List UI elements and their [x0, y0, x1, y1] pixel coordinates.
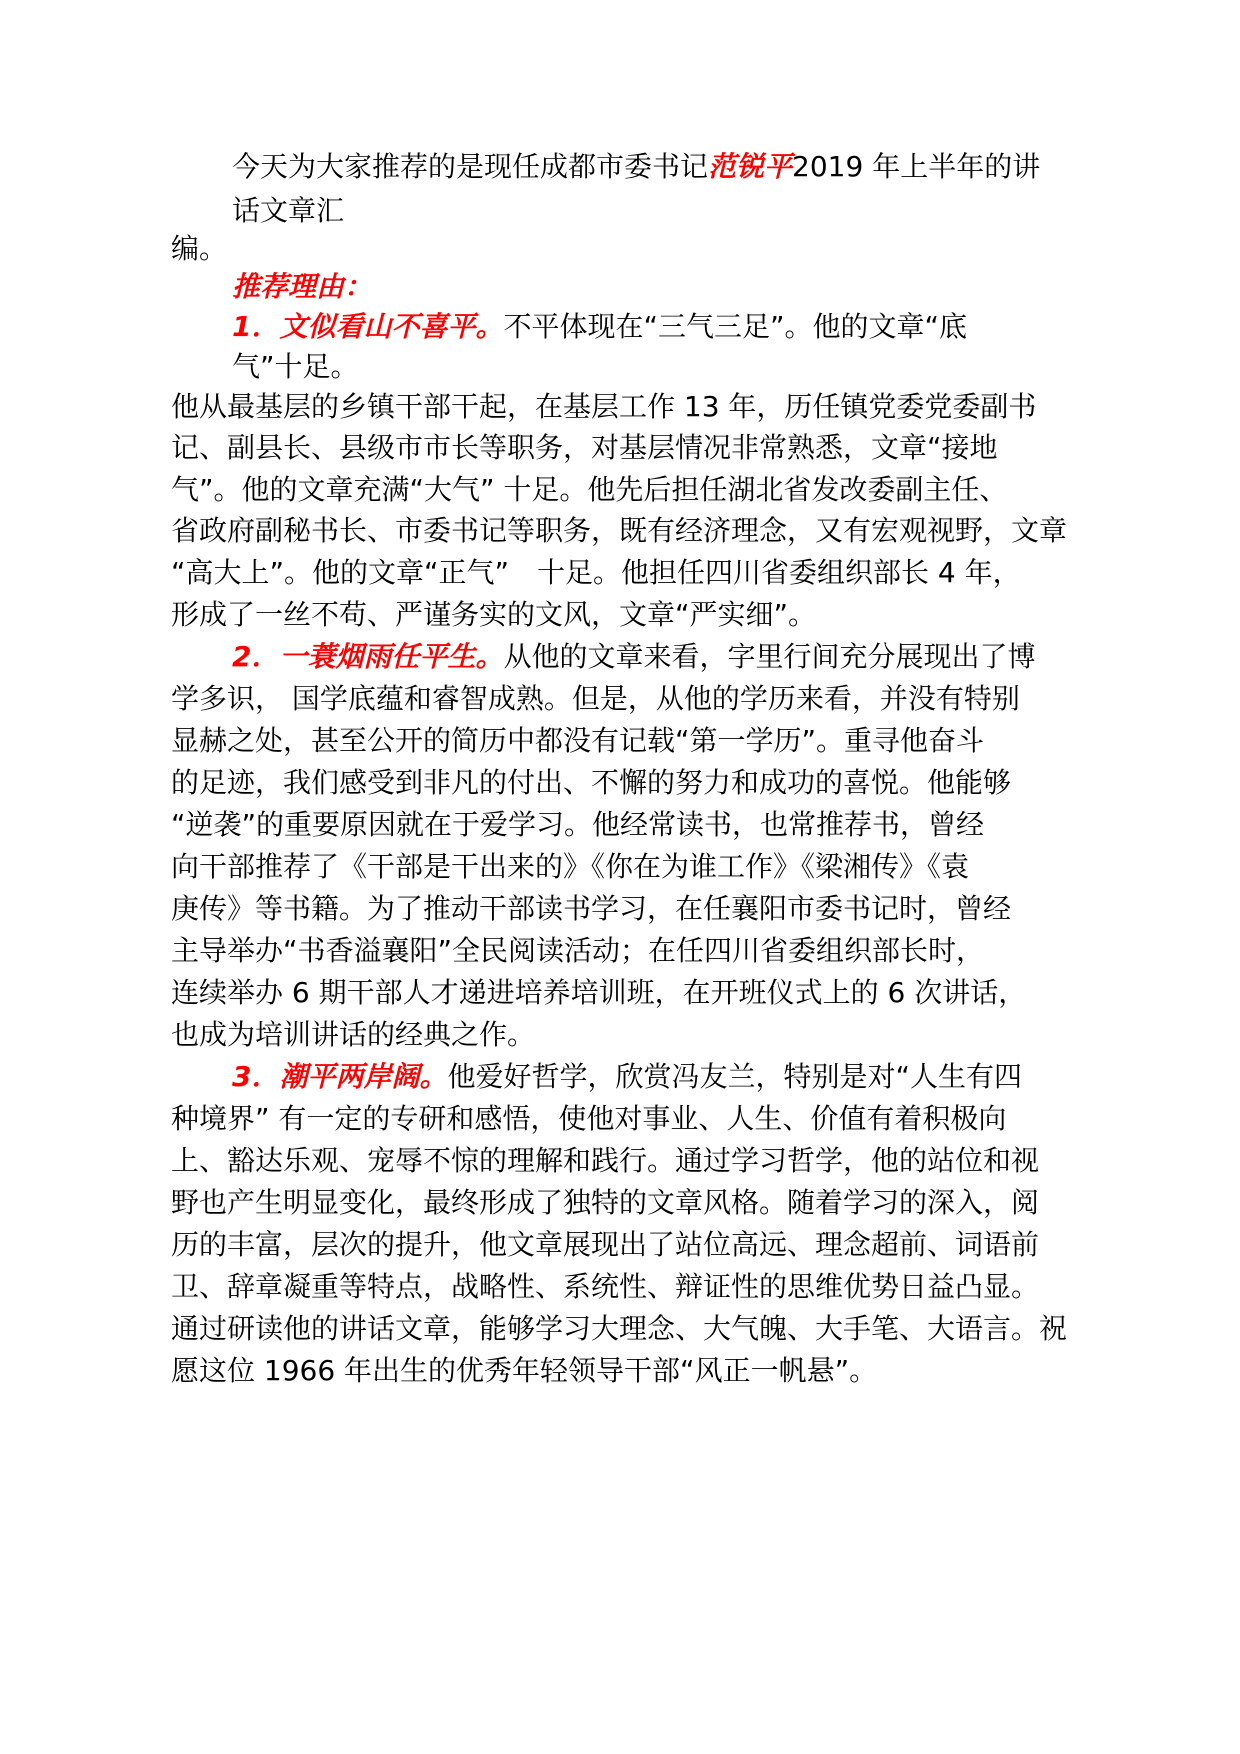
reason-1-line: 形成了一丝不苟、严谨务实的文风，文章“严实细”。 [171, 598, 817, 631]
reason-2-line: 主导举办“书香溢襄阳”全民阅读活动；在任四川省委组织部长时， [171, 934, 985, 967]
reason-1-title: 1．文似看山不喜平。 [232, 310, 504, 343]
intro-line-1 [232, 146, 1040, 188]
intro-text: 今天为大家推荐的是现任成都市委书记 [232, 150, 709, 183]
reason-2-text: 从他的文章来看，字里行间充分展现出了博 [503, 640, 1036, 673]
reason-1-line: 他从最基层的乡镇干部干起，在基层工作 13 年，历任镇党委党委副书 [171, 390, 1037, 423]
reason-3-line: 种境界” 有一定的专研和感悟，使他对事业、人生、价值有着积极向 [171, 1102, 1007, 1135]
reason-2-line: 显赫之处，甚至公开的简历中都没有记载“第一学历”。重寻他奋斗 [171, 724, 985, 757]
reason-1-line: 气”。他的文章充满“大气” 十足。他先后担任湖北省发改委副主任、 [171, 473, 1008, 506]
reason-1-text: 不平体现在“三气三足”。他的文章“底 [503, 310, 968, 343]
reason-2-line: 的足迹，我们感受到非凡的付出、不懈的努力和成功的喜悦。他能够 [171, 766, 1012, 799]
reason-2-line: “逆袭”的重要原因就在于爱学习。他经常读书，也常推荐书，曾经 [171, 808, 985, 841]
intro-text-continued: 2019 年上半年的讲 [792, 150, 1041, 183]
reason-2-line: 庚传》等书籍。为了推动干部读书学习，在任襄阳市委书记时，曾经 [171, 892, 1012, 925]
reason-2-line: 也成为培训讲话的经典之作。 [171, 1018, 536, 1051]
reason-2-line: 向干部推荐了《干部是干出来的》《你在为谁工作》《梁湘传》《袁 [171, 850, 970, 883]
reasons-heading: 推荐理由： [232, 270, 373, 303]
reason-1-line: 记、副县长、县级市市长等职务，对基层情况非常熟悉，文章“接地 [171, 431, 998, 464]
intro-line-2: 话文章汇 [232, 194, 345, 227]
reason-1-line: 省政府副秘书长、市委书记等职务，既有经济理念，又有宏观视野，文章 [171, 514, 1068, 547]
highlighted-name: 范锐平 [708, 150, 793, 183]
reason-2-line-1 [232, 636, 1036, 678]
reason-3-line-1 [232, 1056, 1022, 1098]
reason-2-line: 学多识， 国学底蕴和睿智成熟。但是，从他的学历来看，并没有特别 [171, 682, 1020, 715]
reason-2-title: 2．一蓑烟雨任平生。 [232, 640, 504, 673]
reason-1-line-1 [232, 306, 967, 348]
reason-2-line: 连续举办 6 期干部人才递进培养培训班，在开班仪式上的 6 次讲话， [171, 976, 1027, 1009]
reason-1-line: 气”十足。 [232, 350, 359, 383]
reason-3-line: 愿这位 1966 年出生的优秀年轻领导干部“风正一帆悬”。 [171, 1354, 878, 1387]
reason-3-line: 野也产生明显变化，最终形成了独特的文章风格。随着学习的深入，阅 [171, 1186, 1040, 1219]
reason-3-text: 他爱好哲学，欣赏冯友兰，特别是对“人生有四 [447, 1060, 1022, 1093]
intro-line-3: 编。 [171, 232, 228, 265]
reason-3-line: 上、豁达乐观、宠辱不惊的理解和践行。通过学习哲学，他的站位和视 [171, 1144, 1040, 1177]
reason-3-line: 历的丰富，层次的提升，他文章展现出了站位高远、理念超前、词语前 [171, 1228, 1040, 1261]
reason-3-line: 通过研读他的讲话文章，能够学习大理念、大气魄、大手笔、大语言。祝 [171, 1312, 1068, 1345]
reason-3-title: 3．潮平两岸阔。 [232, 1060, 448, 1093]
reason-3-line: 卫、辞章凝重等特点，战略性、系统性、辩证性的思维优势日益凸显。 [171, 1270, 1040, 1303]
reason-1-line: “高大上”。他的文章“正气” 十足。他担任四川省委组织部长 4 年， [171, 556, 1021, 589]
